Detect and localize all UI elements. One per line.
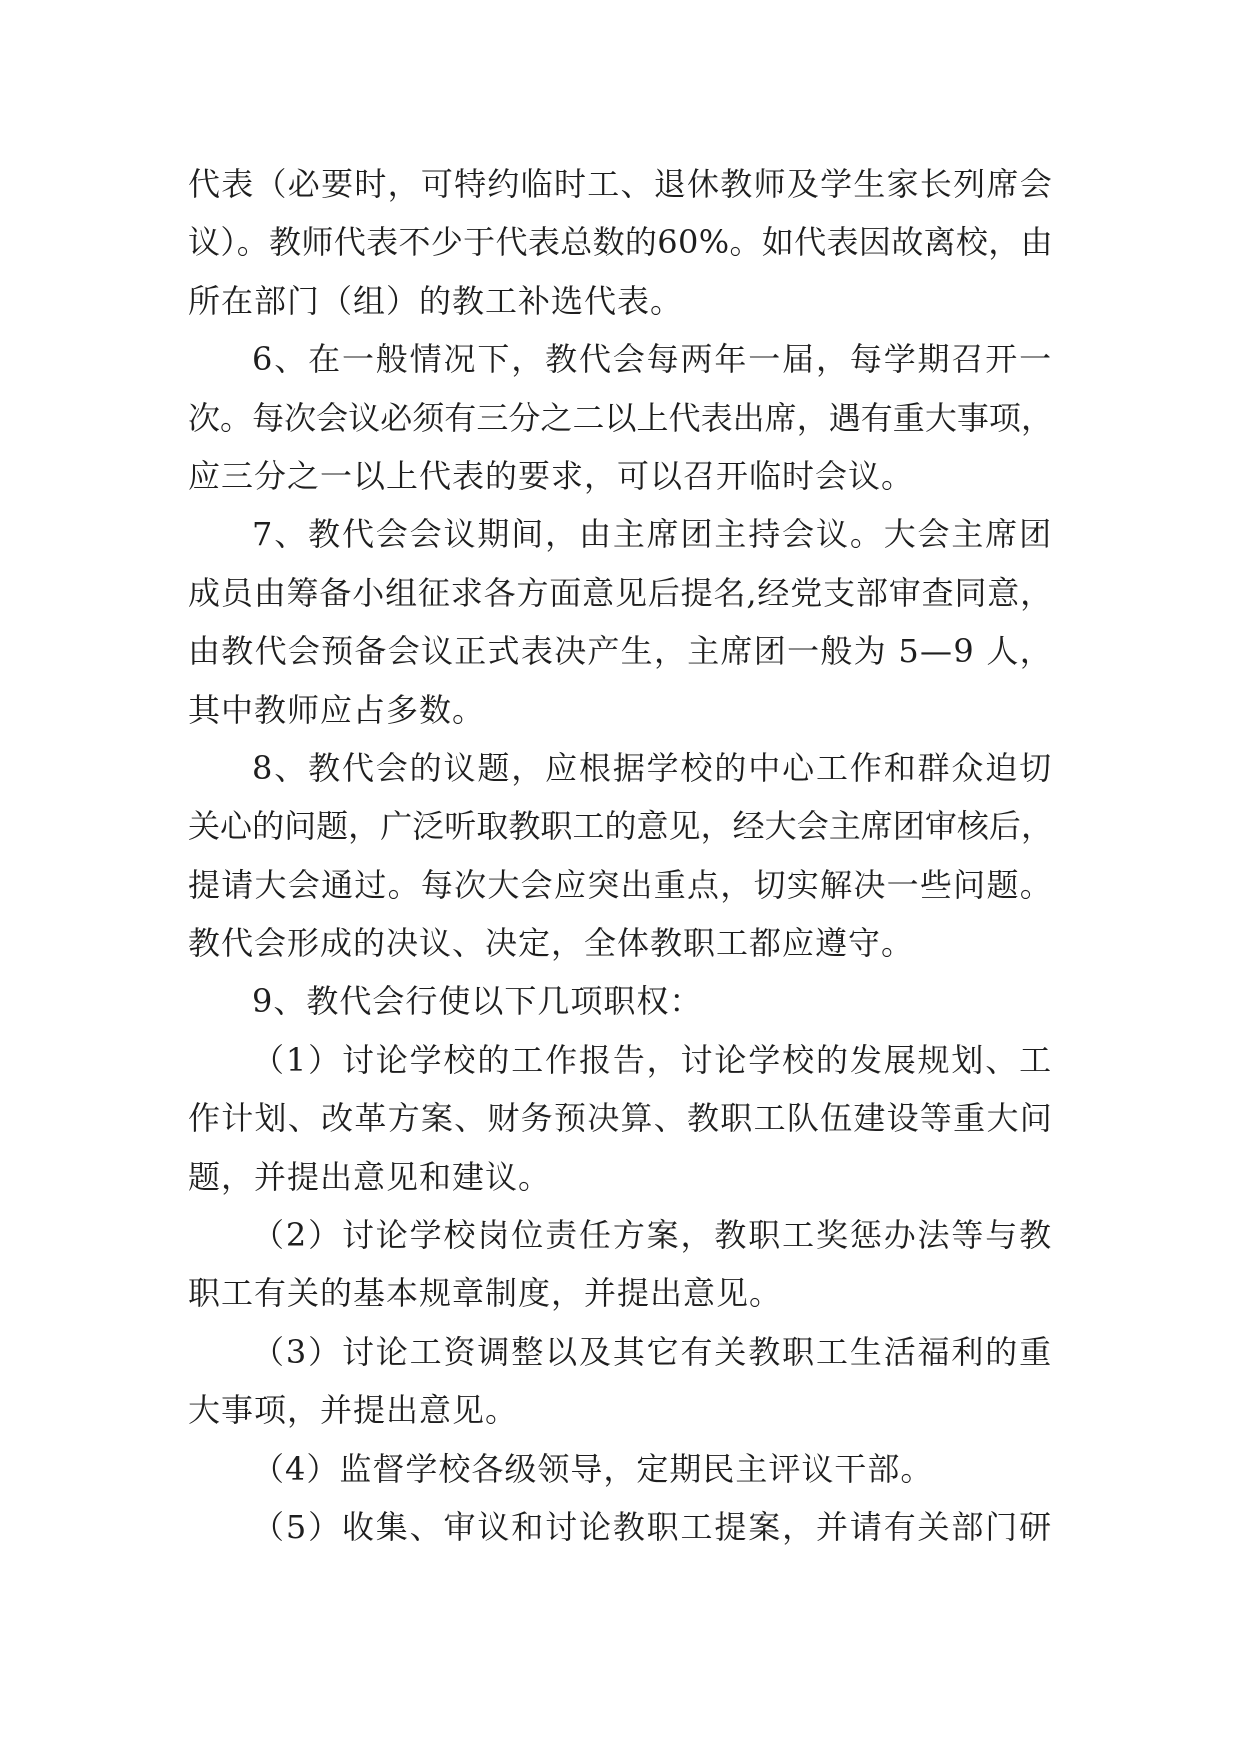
paragraph-line: 8、教代会的议题，应根据学校的中心工作和群众迫切	[252, 748, 1053, 787]
paragraph-line: （3）讨论工资调整以及其它有关教职工生活福利的重	[252, 1332, 1053, 1371]
paragraph-subitem-4	[188, 1440, 1053, 1498]
paragraph-line: 作计划、改革方案、财务预决算、教职工队伍建设等重大问	[188, 1099, 1053, 1138]
paragraph-line: （4）监督学校各级领导，定期民主评议干部。	[252, 1449, 934, 1488]
paragraph-line: （5）收集、审议和讨论教职工提案，并请有关部门研	[252, 1507, 1053, 1546]
paragraph-line: 所在部门（组）的教工补选代表。	[188, 281, 684, 320]
paragraph-item-7	[188, 505, 1053, 739]
paragraph-line: 由教代会预备会议正式表决产生，主席团一般为 5—9 人，	[188, 632, 1053, 671]
paragraph-item-6	[188, 330, 1053, 505]
paragraph-subitem-1	[188, 1031, 1053, 1206]
paragraph-subitem-5	[188, 1498, 1053, 1556]
paragraph-line: 6、在一般情况下，教代会每两年一届，每学期召开一	[252, 340, 1053, 379]
paragraph-continuation	[188, 155, 1053, 330]
paragraph-line: 教代会形成的决议、决定，全体教职工都应遵守。	[188, 924, 915, 963]
paragraph-line: 职工有关的基本规章制度，并提出意见。	[188, 1274, 783, 1313]
paragraph-line: 9、教代会行使以下几项职权：	[252, 982, 703, 1021]
paragraph-line: 次。每次会议必须有三分之二以上代表出席，遇有重大事项，	[188, 398, 1053, 437]
paragraph-subitem-3	[188, 1323, 1053, 1440]
paragraph-item-9	[188, 972, 1053, 1030]
paragraph-subitem-2	[188, 1206, 1053, 1323]
paragraph-line: 大事项，并提出意见。	[188, 1391, 519, 1430]
document-body	[188, 155, 1053, 1556]
paragraph-line: 议）。教师代表不少于代表总数的60%。如代表因故离校，由	[188, 223, 1053, 262]
paragraph-line: （1）讨论学校的工作报告，讨论学校的发展规划、工	[252, 1040, 1053, 1079]
paragraph-line: （2）讨论学校岗位责任方案，教职工奖惩办法等与教	[252, 1216, 1053, 1255]
paragraph-line: 成员由筹备小组征求各方面意见后提名,经党支部审查同意，	[188, 573, 1053, 612]
paragraph-item-8	[188, 739, 1053, 973]
paragraph-line: 其中教师应占多数。	[188, 690, 486, 729]
paragraph-line: 关心的问题，广泛听取教职工的意见，经大会主席团审核后，	[188, 807, 1053, 846]
paragraph-line: 7、教代会会议期间，由主席团主持会议。大会主席团	[252, 515, 1053, 554]
paragraph-line: 应三分之一以上代表的要求，可以召开临时会议。	[188, 456, 915, 495]
paragraph-line: 提请大会通过。每次大会应突出重点，切实解决一些问题。	[188, 865, 1053, 904]
paragraph-line: 题，并提出意见和建议。	[188, 1157, 552, 1196]
paragraph-line: 代表（必要时，可特约临时工、退休教师及学生家长列席会	[188, 165, 1053, 203]
